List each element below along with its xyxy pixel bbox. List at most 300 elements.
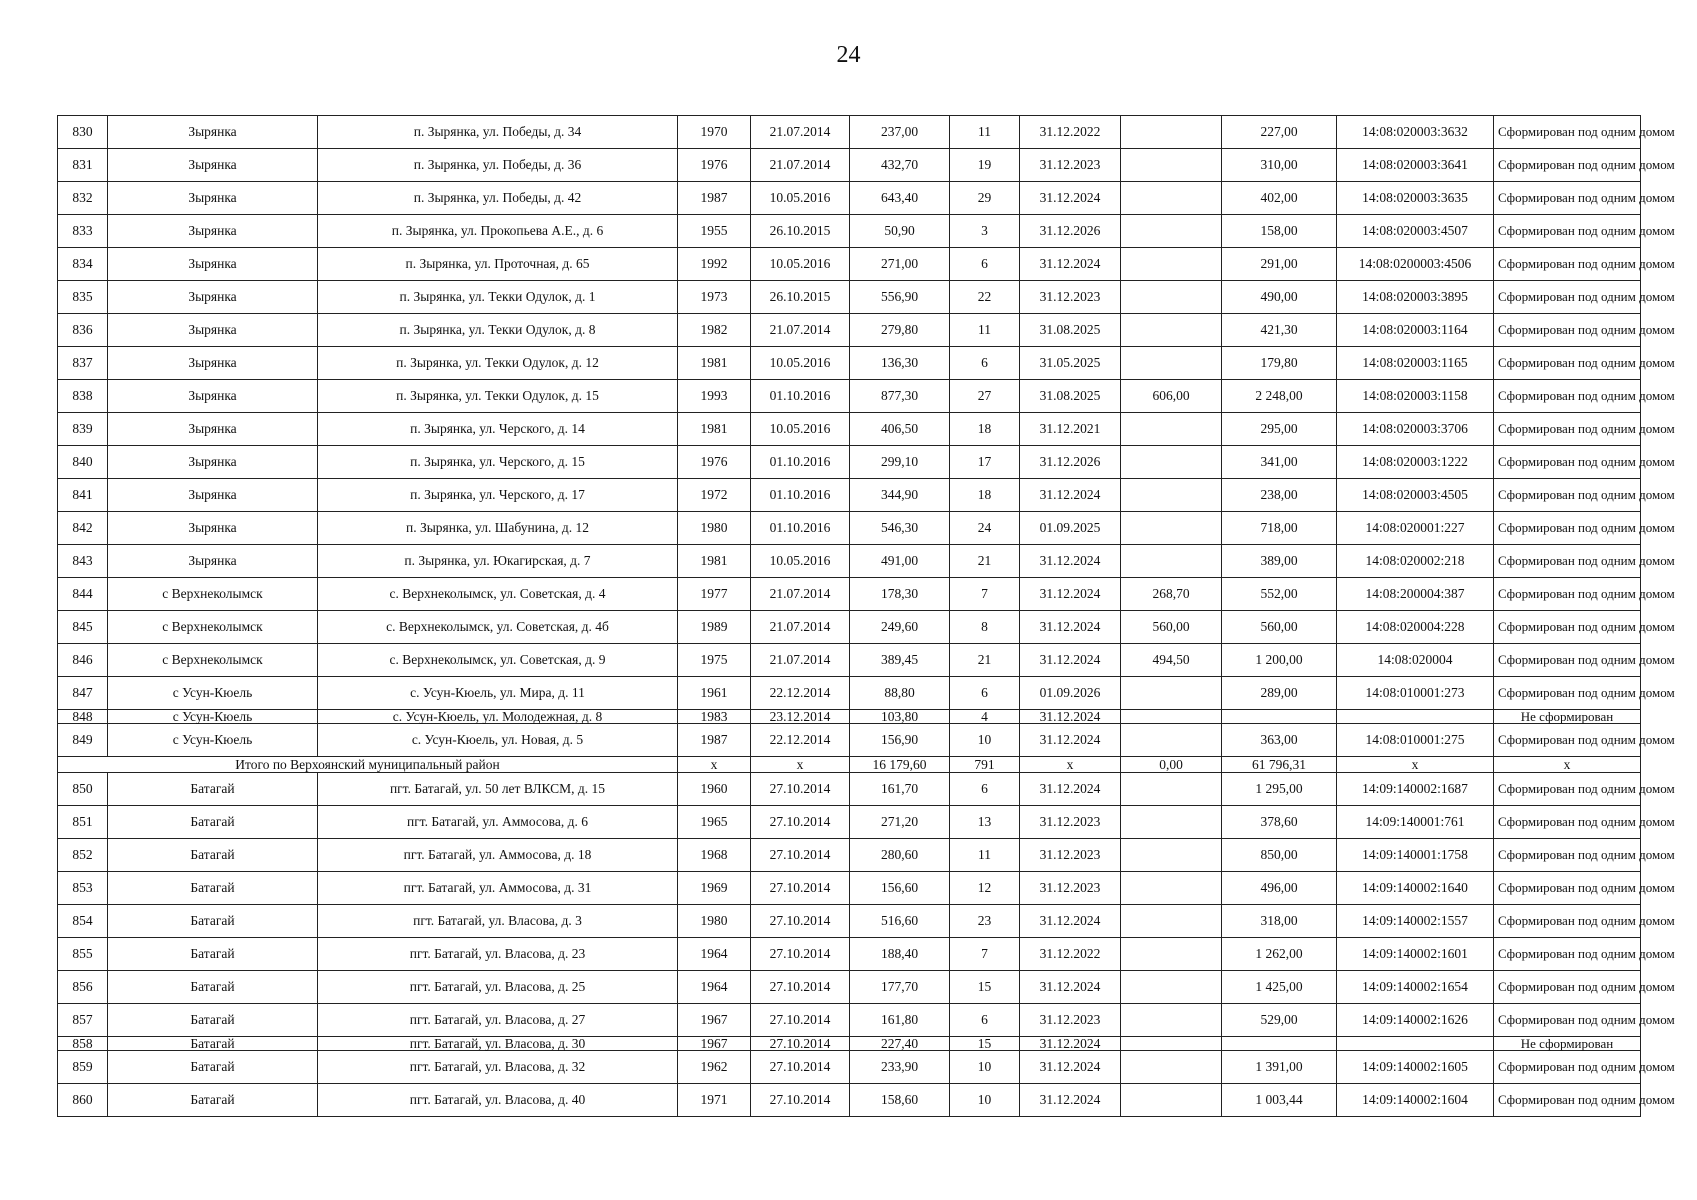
row-number: 860 bbox=[58, 1084, 108, 1117]
year-cell: 1970 bbox=[678, 116, 751, 149]
date-cell: 23.12.2014 bbox=[751, 710, 850, 724]
deadline-cell: 31.12.2024 bbox=[1020, 479, 1121, 512]
row-number: 853 bbox=[58, 872, 108, 905]
cadastral-number-cell: 14:09:140002:1640 bbox=[1337, 872, 1494, 905]
year-cell: 1969 bbox=[678, 872, 751, 905]
year-cell: 1980 bbox=[678, 512, 751, 545]
status-cell: Сформирован под одним домом bbox=[1494, 644, 1641, 677]
land-area-cell bbox=[1121, 773, 1222, 806]
residents-cell: 24 bbox=[950, 512, 1020, 545]
land-area-cell bbox=[1121, 479, 1222, 512]
plot-area-cell: 560,00 bbox=[1222, 611, 1337, 644]
settlement-cell: Батагай bbox=[108, 1051, 318, 1084]
cadastral-number-cell: 14:08:020003:1158 bbox=[1337, 380, 1494, 413]
address-cell: п. Зырянка, ул. Текки Одулок, д. 15 bbox=[318, 380, 678, 413]
status-cell: Сформирован под одним домом bbox=[1494, 839, 1641, 872]
plot-area-cell: 295,00 bbox=[1222, 413, 1337, 446]
address-cell: с. Усун-Кюель, ул. Мира, д. 11 bbox=[318, 677, 678, 710]
land-area-cell bbox=[1121, 971, 1222, 1004]
status-cell: Сформирован под одним домом bbox=[1494, 724, 1641, 757]
date-cell: 26.10.2015 bbox=[751, 281, 850, 314]
total-residents-cell: 791 bbox=[950, 757, 1020, 773]
address-cell: с. Верхнеколымск, ул. Советская, д. 4б bbox=[318, 611, 678, 644]
table-row bbox=[58, 215, 1641, 248]
row-number: 845 bbox=[58, 611, 108, 644]
settlement-cell: Зырянка bbox=[108, 281, 318, 314]
table-row bbox=[58, 545, 1641, 578]
residents-cell: 27 bbox=[950, 380, 1020, 413]
residents-cell: 21 bbox=[950, 644, 1020, 677]
cadastral-number-cell: 14:08:020004:228 bbox=[1337, 611, 1494, 644]
land-area-cell bbox=[1121, 413, 1222, 446]
total-status-cell: x bbox=[1494, 757, 1641, 773]
residents-cell: 19 bbox=[950, 149, 1020, 182]
cadastral-number-cell: 14:09:140002:1604 bbox=[1337, 1084, 1494, 1117]
land-area-cell: 494,50 bbox=[1121, 644, 1222, 677]
residents-cell: 23 bbox=[950, 905, 1020, 938]
address-cell: п. Зырянка, ул. Победы, д. 34 bbox=[318, 116, 678, 149]
cadastral-number-cell: 14:08:020003:4507 bbox=[1337, 215, 1494, 248]
settlement-cell: Зырянка bbox=[108, 347, 318, 380]
total-cadastral-number-cell: x bbox=[1337, 757, 1494, 773]
cadastral-number-cell: 14:08:0200003:4506 bbox=[1337, 248, 1494, 281]
row-number: 848 bbox=[58, 710, 108, 724]
date-cell: 10.05.2016 bbox=[751, 347, 850, 380]
settlement-cell: с Усун-Кюель bbox=[108, 724, 318, 757]
year-cell: 1961 bbox=[678, 677, 751, 710]
housing-registry-table bbox=[57, 115, 1675, 1117]
address-cell: п. Зырянка, ул. Прокопьева А.Е., д. 6 bbox=[318, 215, 678, 248]
residents-cell: 29 bbox=[950, 182, 1020, 215]
deadline-cell: 01.09.2026 bbox=[1020, 677, 1121, 710]
area-cell: 156,60 bbox=[850, 872, 950, 905]
table-row bbox=[58, 512, 1641, 545]
cadastral-number-cell: 14:08:020003:3635 bbox=[1337, 182, 1494, 215]
date-cell: 27.10.2014 bbox=[751, 905, 850, 938]
year-cell: 1960 bbox=[678, 773, 751, 806]
row-number: 841 bbox=[58, 479, 108, 512]
row-number: 855 bbox=[58, 938, 108, 971]
land-area-cell bbox=[1121, 1051, 1222, 1084]
row-number: 859 bbox=[58, 1051, 108, 1084]
cadastral-number-cell: 14:08:020003:1164 bbox=[1337, 314, 1494, 347]
row-number: 837 bbox=[58, 347, 108, 380]
row-number: 838 bbox=[58, 380, 108, 413]
cadastral-number-cell: 14:08:010001:275 bbox=[1337, 724, 1494, 757]
plot-area-cell bbox=[1222, 710, 1337, 724]
date-cell: 10.05.2016 bbox=[751, 545, 850, 578]
area-cell: 643,40 bbox=[850, 182, 950, 215]
area-cell: 233,90 bbox=[850, 1051, 950, 1084]
address-cell: с. Усун-Кюель, ул. Молодежная, д. 8 bbox=[318, 710, 678, 724]
deadline-cell: 31.12.2023 bbox=[1020, 872, 1121, 905]
deadline-cell: 31.12.2023 bbox=[1020, 281, 1121, 314]
status-cell: Сформирован под одним домом bbox=[1494, 182, 1641, 215]
date-cell: 21.07.2014 bbox=[751, 644, 850, 677]
year-cell: 1965 bbox=[678, 806, 751, 839]
status-cell: Сформирован под одним домом bbox=[1494, 905, 1641, 938]
plot-area-cell: 158,00 bbox=[1222, 215, 1337, 248]
status-cell: Сформирован под одним домом bbox=[1494, 773, 1641, 806]
cadastral-number-cell: 14:08:020002:218 bbox=[1337, 545, 1494, 578]
area-cell: 88,80 bbox=[850, 677, 950, 710]
year-cell: 1976 bbox=[678, 149, 751, 182]
table-row bbox=[58, 905, 1641, 938]
table-row bbox=[58, 1037, 1641, 1051]
settlement-cell: Зырянка bbox=[108, 248, 318, 281]
year-cell: 1981 bbox=[678, 413, 751, 446]
settlement-cell: с Усун-Кюель bbox=[108, 677, 318, 710]
table-row bbox=[58, 938, 1641, 971]
table-row bbox=[58, 1004, 1641, 1037]
plot-area-cell: 850,00 bbox=[1222, 839, 1337, 872]
residents-cell: 6 bbox=[950, 677, 1020, 710]
row-number: 849 bbox=[58, 724, 108, 757]
row-number: 835 bbox=[58, 281, 108, 314]
area-cell: 156,90 bbox=[850, 724, 950, 757]
address-cell: с. Верхнеколымск, ул. Советская, д. 9 bbox=[318, 644, 678, 677]
settlement-cell: Батагай bbox=[108, 938, 318, 971]
address-cell: пгт. Батагай, ул. Аммосова, д. 6 bbox=[318, 806, 678, 839]
table-row bbox=[58, 724, 1641, 757]
year-cell: 1968 bbox=[678, 839, 751, 872]
table-row bbox=[58, 578, 1641, 611]
row-number: 840 bbox=[58, 446, 108, 479]
cadastral-number-cell: 14:08:020003:1222 bbox=[1337, 446, 1494, 479]
area-cell: 279,80 bbox=[850, 314, 950, 347]
status-cell: Сформирован под одним домом bbox=[1494, 248, 1641, 281]
row-number: 857 bbox=[58, 1004, 108, 1037]
cadastral-number-cell: 14:08:020003:3895 bbox=[1337, 281, 1494, 314]
date-cell: 21.07.2014 bbox=[751, 149, 850, 182]
plot-area-cell: 1 262,00 bbox=[1222, 938, 1337, 971]
deadline-cell: 31.12.2021 bbox=[1020, 413, 1121, 446]
settlement-cell: Зырянка bbox=[108, 215, 318, 248]
area-cell: 158,60 bbox=[850, 1084, 950, 1117]
residents-cell: 7 bbox=[950, 578, 1020, 611]
total-label: Итого по Верхоянский муниципальный район bbox=[58, 757, 678, 773]
land-area-cell bbox=[1121, 248, 1222, 281]
area-cell: 188,40 bbox=[850, 938, 950, 971]
status-cell: Сформирован под одним домом bbox=[1494, 806, 1641, 839]
settlement-cell: Зырянка bbox=[108, 479, 318, 512]
area-cell: 237,00 bbox=[850, 116, 950, 149]
residents-cell: 6 bbox=[950, 1004, 1020, 1037]
cadastral-number-cell: 14:08:200004:387 bbox=[1337, 578, 1494, 611]
deadline-cell: 31.12.2024 bbox=[1020, 248, 1121, 281]
date-cell: 26.10.2015 bbox=[751, 215, 850, 248]
address-cell: п. Зырянка, ул. Победы, д. 42 bbox=[318, 182, 678, 215]
deadline-cell: 31.12.2024 bbox=[1020, 724, 1121, 757]
row-number: 834 bbox=[58, 248, 108, 281]
deadline-cell: 31.05.2025 bbox=[1020, 347, 1121, 380]
plot-area-cell: 529,00 bbox=[1222, 1004, 1337, 1037]
row-number: 852 bbox=[58, 839, 108, 872]
status-cell: Сформирован под одним домом bbox=[1494, 479, 1641, 512]
year-cell: 1967 bbox=[678, 1004, 751, 1037]
area-cell: 161,70 bbox=[850, 773, 950, 806]
residents-cell: 4 bbox=[950, 710, 1020, 724]
land-area-cell: 606,00 bbox=[1121, 380, 1222, 413]
residents-cell: 10 bbox=[950, 724, 1020, 757]
cadastral-number-cell: 14:08:020003:3706 bbox=[1337, 413, 1494, 446]
settlement-cell: Батагай bbox=[108, 806, 318, 839]
status-cell: Сформирован под одним домом bbox=[1494, 347, 1641, 380]
plot-area-cell: 718,00 bbox=[1222, 512, 1337, 545]
address-cell: пгт. Батагай, ул. Аммосова, д. 18 bbox=[318, 839, 678, 872]
plot-area-cell: 310,00 bbox=[1222, 149, 1337, 182]
total-land-area-cell: 0,00 bbox=[1121, 757, 1222, 773]
row-number: 846 bbox=[58, 644, 108, 677]
year-cell: 1964 bbox=[678, 971, 751, 1004]
year-cell: 1993 bbox=[678, 380, 751, 413]
date-cell: 27.10.2014 bbox=[751, 839, 850, 872]
settlement-cell: Зырянка bbox=[108, 512, 318, 545]
table-row bbox=[58, 347, 1641, 380]
land-area-cell bbox=[1121, 938, 1222, 971]
address-cell: пгт. Батагай, ул. Аммосова, д. 31 bbox=[318, 872, 678, 905]
year-cell: 1977 bbox=[678, 578, 751, 611]
table-row bbox=[58, 446, 1641, 479]
year-cell: 1992 bbox=[678, 248, 751, 281]
status-cell: Сформирован под одним домом bbox=[1494, 380, 1641, 413]
year-cell: 1973 bbox=[678, 281, 751, 314]
date-cell: 27.10.2014 bbox=[751, 1051, 850, 1084]
table-row bbox=[58, 380, 1641, 413]
settlement-cell: Батагай bbox=[108, 1037, 318, 1051]
land-area-cell bbox=[1121, 905, 1222, 938]
deadline-cell: 31.12.2024 bbox=[1020, 905, 1121, 938]
cadastral-number-cell: 14:09:140002:1654 bbox=[1337, 971, 1494, 1004]
residents-cell: 13 bbox=[950, 806, 1020, 839]
area-cell: 516,60 bbox=[850, 905, 950, 938]
date-cell: 10.05.2016 bbox=[751, 248, 850, 281]
plot-area-cell: 496,00 bbox=[1222, 872, 1337, 905]
settlement-cell: Батагай bbox=[108, 971, 318, 1004]
deadline-cell: 31.12.2024 bbox=[1020, 773, 1121, 806]
deadline-cell: 31.12.2024 bbox=[1020, 1037, 1121, 1051]
address-cell: п. Зырянка, ул. Текки Одулок, д. 8 bbox=[318, 314, 678, 347]
land-area-cell bbox=[1121, 872, 1222, 905]
land-area-cell bbox=[1121, 182, 1222, 215]
table-row bbox=[58, 413, 1641, 446]
plot-area-cell: 378,60 bbox=[1222, 806, 1337, 839]
cadastral-number-cell bbox=[1337, 1037, 1494, 1051]
area-cell: 227,40 bbox=[850, 1037, 950, 1051]
cadastral-number-cell: 14:09:140001:761 bbox=[1337, 806, 1494, 839]
status-cell: Сформирован под одним домом bbox=[1494, 314, 1641, 347]
plot-area-cell: 552,00 bbox=[1222, 578, 1337, 611]
cadastral-number-cell: 14:09:140002:1605 bbox=[1337, 1051, 1494, 1084]
settlement-cell: с Верхнеколымск bbox=[108, 644, 318, 677]
year-cell: 1972 bbox=[678, 479, 751, 512]
table-row bbox=[58, 644, 1641, 677]
settlement-cell: Батагай bbox=[108, 1084, 318, 1117]
row-number: 856 bbox=[58, 971, 108, 1004]
status-cell: Сформирован под одним домом bbox=[1494, 611, 1641, 644]
year-cell: 1964 bbox=[678, 938, 751, 971]
settlement-cell: Зырянка bbox=[108, 413, 318, 446]
status-cell: Сформирован под одним домом bbox=[1494, 971, 1641, 1004]
address-cell: с. Усун-Кюель, ул. Новая, д. 5 bbox=[318, 724, 678, 757]
plot-area-cell: 490,00 bbox=[1222, 281, 1337, 314]
address-cell: пгт. Батагай, ул. Власова, д. 23 bbox=[318, 938, 678, 971]
area-cell: 491,00 bbox=[850, 545, 950, 578]
year-cell: 1967 bbox=[678, 1037, 751, 1051]
settlement-cell: Зырянка bbox=[108, 380, 318, 413]
residents-cell: 11 bbox=[950, 116, 1020, 149]
area-cell: 432,70 bbox=[850, 149, 950, 182]
plot-area-cell: 1 200,00 bbox=[1222, 644, 1337, 677]
date-cell: 01.10.2016 bbox=[751, 380, 850, 413]
year-cell: 1981 bbox=[678, 347, 751, 380]
plot-area-cell: 421,30 bbox=[1222, 314, 1337, 347]
date-cell: 21.07.2014 bbox=[751, 314, 850, 347]
cadastral-number-cell: 14:08:020003:4505 bbox=[1337, 479, 1494, 512]
cadastral-number-cell: 14:09:140002:1557 bbox=[1337, 905, 1494, 938]
plot-area-cell: 179,80 bbox=[1222, 347, 1337, 380]
year-cell: 1971 bbox=[678, 1084, 751, 1117]
table-row bbox=[58, 839, 1641, 872]
land-area-cell bbox=[1121, 1004, 1222, 1037]
residents-cell: 8 bbox=[950, 611, 1020, 644]
row-number: 832 bbox=[58, 182, 108, 215]
area-cell: 249,60 bbox=[850, 611, 950, 644]
land-area-cell bbox=[1121, 314, 1222, 347]
date-cell: 22.12.2014 bbox=[751, 677, 850, 710]
deadline-cell: 31.12.2023 bbox=[1020, 149, 1121, 182]
address-cell: пгт. Батагай, ул. Власова, д. 25 bbox=[318, 971, 678, 1004]
deadline-cell: 31.12.2024 bbox=[1020, 644, 1121, 677]
status-cell: Не сформирован bbox=[1494, 710, 1641, 724]
row-number: 858 bbox=[58, 1037, 108, 1051]
deadline-cell: 31.12.2023 bbox=[1020, 839, 1121, 872]
land-area-cell: 268,70 bbox=[1121, 578, 1222, 611]
table-row bbox=[58, 479, 1641, 512]
year-cell: 1980 bbox=[678, 905, 751, 938]
table-row bbox=[58, 149, 1641, 182]
row-number: 851 bbox=[58, 806, 108, 839]
plot-area-cell: 289,00 bbox=[1222, 677, 1337, 710]
settlement-cell: Зырянка bbox=[108, 182, 318, 215]
year-cell: 1987 bbox=[678, 182, 751, 215]
plot-area-cell bbox=[1222, 1037, 1337, 1051]
plot-area-cell: 341,00 bbox=[1222, 446, 1337, 479]
table-row bbox=[58, 281, 1641, 314]
total-row bbox=[58, 757, 1641, 773]
table-row bbox=[58, 248, 1641, 281]
deadline-cell: 31.12.2024 bbox=[1020, 710, 1121, 724]
cadastral-number-cell: 14:08:020001:227 bbox=[1337, 512, 1494, 545]
plot-area-cell: 402,00 bbox=[1222, 182, 1337, 215]
deadline-cell: 31.12.2024 bbox=[1020, 545, 1121, 578]
residents-cell: 15 bbox=[950, 1037, 1020, 1051]
status-cell: Сформирован под одним домом bbox=[1494, 1084, 1641, 1117]
deadline-cell: 31.12.2024 bbox=[1020, 1051, 1121, 1084]
land-area-cell bbox=[1121, 281, 1222, 314]
address-cell: п. Зырянка, ул. Черского, д. 15 bbox=[318, 446, 678, 479]
status-cell: Сформирован под одним домом bbox=[1494, 872, 1641, 905]
cadastral-number-cell: 14:08:020003:1165 bbox=[1337, 347, 1494, 380]
land-area-cell bbox=[1121, 116, 1222, 149]
deadline-cell: 31.12.2023 bbox=[1020, 806, 1121, 839]
land-area-cell bbox=[1121, 677, 1222, 710]
residents-cell: 22 bbox=[950, 281, 1020, 314]
area-cell: 271,00 bbox=[850, 248, 950, 281]
address-cell: п. Зырянка, ул. Юкагирская, д. 7 bbox=[318, 545, 678, 578]
residents-cell: 17 bbox=[950, 446, 1020, 479]
total-date-cell: x bbox=[751, 757, 850, 773]
residents-cell: 10 bbox=[950, 1084, 1020, 1117]
table-row bbox=[58, 773, 1641, 806]
deadline-cell: 31.12.2024 bbox=[1020, 578, 1121, 611]
row-number: 843 bbox=[58, 545, 108, 578]
date-cell: 27.10.2014 bbox=[751, 938, 850, 971]
total-area-cell: 16 179,60 bbox=[850, 757, 950, 773]
cadastral-number-cell: 14:08:020003:3632 bbox=[1337, 116, 1494, 149]
date-cell: 27.10.2014 bbox=[751, 1084, 850, 1117]
table-row bbox=[58, 710, 1641, 724]
residents-cell: 11 bbox=[950, 314, 1020, 347]
deadline-cell: 31.12.2024 bbox=[1020, 1084, 1121, 1117]
year-cell: 1989 bbox=[678, 611, 751, 644]
plot-area-cell: 238,00 bbox=[1222, 479, 1337, 512]
settlement-cell: Батагай bbox=[108, 1004, 318, 1037]
land-area-cell bbox=[1121, 806, 1222, 839]
address-cell: п. Зырянка, ул. Черского, д. 14 bbox=[318, 413, 678, 446]
status-cell: Сформирован под одним домом bbox=[1494, 512, 1641, 545]
year-cell: 1983 bbox=[678, 710, 751, 724]
address-cell: п. Зырянка, ул. Текки Одулок, д. 12 bbox=[318, 347, 678, 380]
plot-area-cell: 318,00 bbox=[1222, 905, 1337, 938]
status-cell: Сформирован под одним домом bbox=[1494, 149, 1641, 182]
area-cell: 406,50 bbox=[850, 413, 950, 446]
table-row bbox=[58, 971, 1641, 1004]
row-number: 836 bbox=[58, 314, 108, 347]
plot-area-cell: 2 248,00 bbox=[1222, 380, 1337, 413]
status-cell: Сформирован под одним домом bbox=[1494, 413, 1641, 446]
settlement-cell: Зырянка bbox=[108, 446, 318, 479]
cadastral-number-cell: 14:09:140002:1687 bbox=[1337, 773, 1494, 806]
settlement-cell: Зырянка bbox=[108, 545, 318, 578]
area-cell: 50,90 bbox=[850, 215, 950, 248]
date-cell: 01.10.2016 bbox=[751, 512, 850, 545]
area-cell: 103,80 bbox=[850, 710, 950, 724]
year-cell: 1962 bbox=[678, 1051, 751, 1084]
plot-area-cell: 363,00 bbox=[1222, 724, 1337, 757]
settlement-cell: Зырянка bbox=[108, 314, 318, 347]
row-number: 842 bbox=[58, 512, 108, 545]
row-number: 833 bbox=[58, 215, 108, 248]
residents-cell: 18 bbox=[950, 413, 1020, 446]
deadline-cell: 31.12.2023 bbox=[1020, 1004, 1121, 1037]
land-area-cell bbox=[1121, 724, 1222, 757]
total-year-cell: x bbox=[678, 757, 751, 773]
residents-cell: 3 bbox=[950, 215, 1020, 248]
land-area-cell bbox=[1121, 710, 1222, 724]
address-cell: п. Зырянка, ул. Шабунина, д. 12 bbox=[318, 512, 678, 545]
plot-area-cell: 389,00 bbox=[1222, 545, 1337, 578]
land-area-cell: 560,00 bbox=[1121, 611, 1222, 644]
area-cell: 877,30 bbox=[850, 380, 950, 413]
land-area-cell bbox=[1121, 1084, 1222, 1117]
deadline-cell: 31.12.2024 bbox=[1020, 971, 1121, 1004]
table-row bbox=[58, 116, 1641, 149]
date-cell: 21.07.2014 bbox=[751, 578, 850, 611]
row-number: 847 bbox=[58, 677, 108, 710]
cadastral-number-cell: 14:09:140002:1626 bbox=[1337, 1004, 1494, 1037]
table-row bbox=[58, 611, 1641, 644]
